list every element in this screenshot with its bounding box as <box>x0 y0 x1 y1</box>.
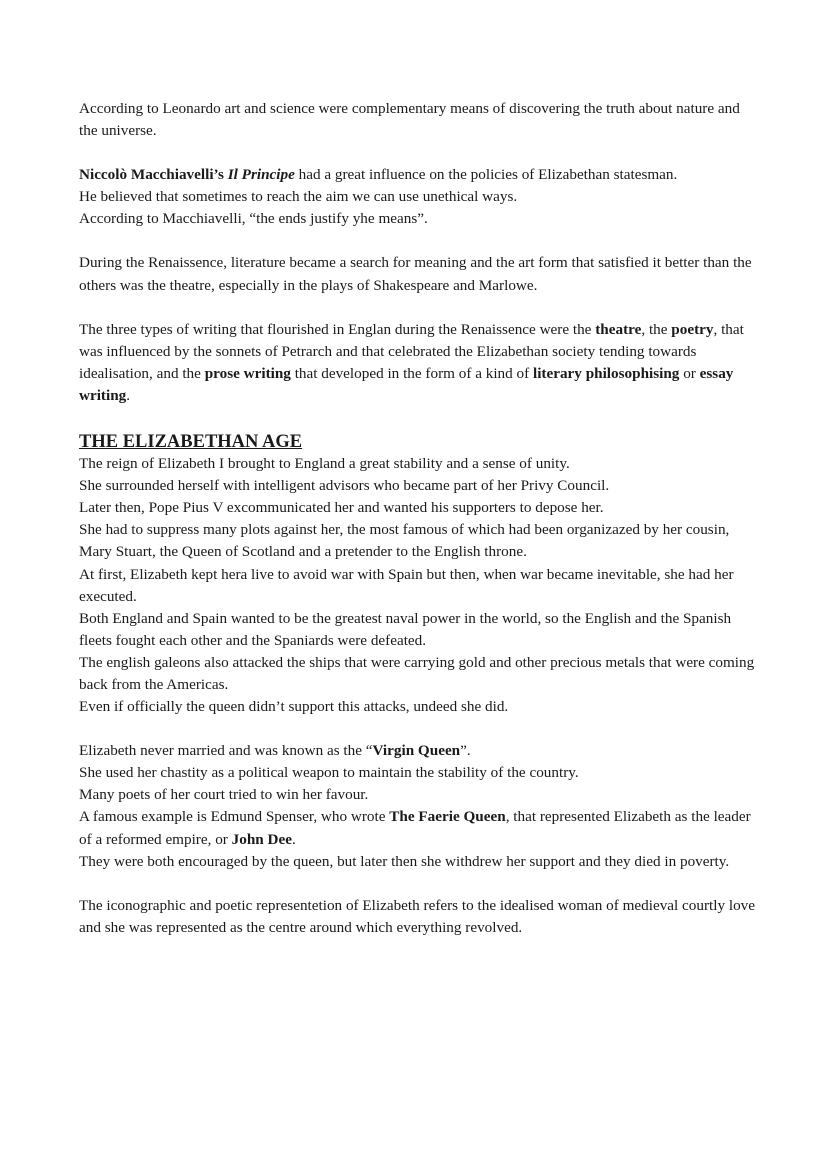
essay-writing-term: essay writing <box>79 364 734 404</box>
john-dee-name: John Dee <box>231 830 292 848</box>
writing-types-text: , that was influenced by the sonnets of Petrarch and that celebrated the Elizabethan society tending towards idealisation, and the <box>79 320 744 382</box>
chastity-line: She used her chastity as a political weapon to maintain the stability of the country. <box>79 764 579 782</box>
machiavelli-author: Niccolò Macchiavelli’s <box>79 166 224 184</box>
spenser-paragraph <box>79 806 759 850</box>
section-line: Later then, Pope Pius V excommunicated her and wanted his supporters to depose her. <box>79 499 604 517</box>
machiavelli-line-2: He believed that sometimes to reach the aim we can use unethical ways. <box>79 188 518 206</box>
spenser-text: . <box>291 830 296 848</box>
document-page <box>79 98 759 939</box>
virgin-queen-text: Elizabeth never married and was known as the “ <box>79 742 373 760</box>
poets-line: Many poets of her court tried to win her favour. <box>79 786 369 804</box>
section-heading: THE ELIZABETHAN AGE <box>79 432 303 453</box>
leonardo-paragraph: According to Leonardo art and science were complementary means of discovering the truth about nature and the universe. <box>79 100 740 140</box>
writing-types-text: that developed in the form of a kind of <box>294 364 530 382</box>
poetry-term: poetry <box>671 320 714 338</box>
poverty-paragraph: They were both encouraged by the queen, but later then she withdrew her support and they died in poverty. <box>79 852 730 870</box>
machiavelli-text: had a great influence on the policies of Elizabethan statesman. <box>298 166 678 184</box>
renaissance-literature-paragraph: During the Renaissence, literature became a search for meaning and the art form that satisfied it better than the others was the theatre, especially in the plays of Shakespeare and Marlowe. <box>79 254 752 294</box>
machiavelli-paragraph <box>79 164 759 186</box>
writing-types-text: . <box>126 386 131 404</box>
writing-types-paragraph <box>79 319 759 407</box>
theatre-term: theatre <box>595 320 642 338</box>
prose-writing-term: prose writing <box>204 364 291 382</box>
section-line: At first, Elizabeth kept hera live to avoid war with Spain but then, when war became inevitable, she had her executed. <box>79 565 734 605</box>
section-line: She surrounded herself with intelligent advisors who became part of her Privy Council. <box>79 477 610 495</box>
literary-philosophising-term: literary philosophising <box>532 364 680 382</box>
machiavelli-book-title: Il Principe <box>227 166 295 184</box>
iconography-paragraph: The iconographic and poetic representetion of Elizabeth refers to the idealised woman of medieval courtly love and she was represented as the centre around which everything revolved. <box>79 896 756 936</box>
spenser-text: , that represented Elizabeth as the leader of a reformed empire, or <box>79 808 751 848</box>
spenser-text: A famous example is Edmund Spenser, who wrote <box>79 808 386 826</box>
section-line: The reign of Elizabeth I brought to England a great stability and a sense of unity. <box>79 455 570 473</box>
faerie-queen-title: The Faerie Queen <box>389 808 506 826</box>
section-line: She had to suppress many plots against her, the most famous of which had been organizazed by her cousin, Mary Stuart, the Queen of Scotland and a pretender to the English throne. <box>79 521 730 561</box>
writing-types-text: , the <box>641 320 668 338</box>
section-line: The english galeons also attacked the ships that were carrying gold and other precious metals that were coming back from the Americas. <box>79 653 755 693</box>
writing-types-text: The three types of writing that flourished in Englan during the Renaissence were the <box>79 320 592 338</box>
virgin-queen-line <box>79 740 759 762</box>
virgin-queen-term: Virgin Queen <box>372 742 461 760</box>
virgin-queen-text: ”. <box>460 742 471 760</box>
section-line: Even if officially the queen didn’t support this attacks, undeed she did. <box>79 698 509 716</box>
section-line: Both England and Spain wanted to be the greatest naval power in the world, so the English and the Spanish fleets fought each other and the Spaniards were defeated. <box>79 609 732 649</box>
writing-types-text: or <box>683 364 696 382</box>
machiavelli-line-3: According to Macchiavelli, “the ends justify yhe means”. <box>79 210 428 228</box>
